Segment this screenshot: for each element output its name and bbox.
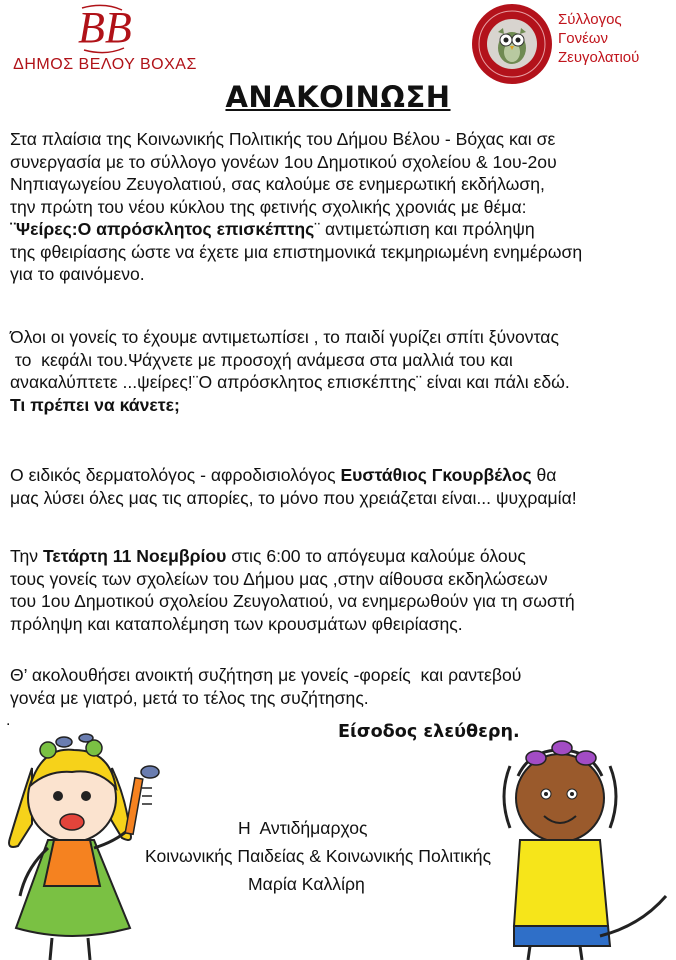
text-line: για το φαινόμενο.	[10, 264, 145, 284]
topic-line	[10, 218, 672, 241]
text-line: ανακαλύπτετε ...ψείρες!¨Ο απρόσκλητος επισκέπτης¨ είναι και πάλι εδώ.	[10, 372, 570, 392]
question-text: Τι πρέπει να κάνετε;	[10, 394, 180, 415]
topic-title: ¨Ψείρες:Ο απρόσκλητος επισκέπτης	[10, 219, 315, 239]
speaker-line	[10, 464, 672, 487]
bb-letter-1: BB	[78, 3, 132, 52]
text-line: συνεργασία με το σύλλογο γονέων 1ου Δημοτικού σχολείου & 1ου-2ου	[10, 151, 557, 172]
announcement-title: ΑΝΑΚΟΙΝΩΣΗ	[225, 80, 451, 114]
event-date: Τετάρτη 11 Νοεμβρίου	[42, 546, 227, 566]
text-line: Θ’ ακολουθήσει ανοικτή συζήτηση με γονείς -φορείς και ραντεβού	[10, 665, 522, 685]
signatory-department: Κοινωνικής Παιδείας & Κοινωνικής Πολιτικής	[145, 846, 492, 866]
speaker-paragraph	[10, 464, 672, 509]
text-line: Στα πλαίσια της Κοινωνικής Πολιτικής του Δήμου Βέλου - Βόχας και σε	[10, 129, 556, 149]
signatory-role: Η Αντιδήμαρχος	[238, 818, 368, 838]
text-line: μας λύσει όλες μας τις απορίες, το μόνο που χρειάζεται είναι... ψυχραμία!	[10, 487, 577, 508]
association-name-line-2: Γονέων	[558, 30, 609, 47]
discussion-paragraph	[10, 664, 672, 709]
stray-dot: .	[6, 712, 11, 729]
text-line: της φθειρίασης ώστε να έχετε μια επιστημονικά τεκμηριωμένη ενημέρωση	[10, 241, 583, 262]
speaker-post: θα	[531, 465, 557, 485]
date-post: στις 6:00 το απόγευμα καλούμε όλους	[226, 546, 526, 566]
owl-seal-icon	[470, 2, 554, 86]
association-name-line-1: Σύλλογος	[558, 11, 622, 28]
association-name-line-3: Ζευγολατιού	[558, 49, 640, 66]
text-line: του 1ου Δημοτικού σχολείου Ζευγολατιού, να ενημερωθούν για τη σωστή	[10, 591, 575, 611]
girl-with-lice-comb-icon	[2, 728, 202, 960]
boy-scratching-head-icon	[470, 736, 676, 960]
bb-monogram-icon	[72, 0, 136, 58]
text-line: το κεφάλι του.Ψάχνετε με προσοχή ανάμεσα στα μαλλιά του και	[10, 349, 513, 370]
text-line: πρόληψη και καταπολέμηση των κρουσμάτων φθειρίασης.	[10, 613, 463, 634]
problem-paragraph	[10, 326, 672, 416]
text-line: γονέα με γιατρό, μετά το τέλος της συζήτησης.	[10, 687, 369, 708]
text-line: τους γονείς των σχολείων του Δήμου μας ,στην αίθουσα εκδηλώσεων	[10, 568, 548, 589]
text-line: Νηπιαγωγείου Ζευγολατιού, σας καλούμε σε ενημερωτική εκδήλωση,	[10, 174, 545, 194]
topic-rest: ¨ αντιμετώπιση και πρόληψη	[314, 219, 535, 239]
signatory-name: Μαρία Καλλίρη	[248, 874, 365, 894]
date-pre: Την	[10, 546, 43, 566]
event-details-paragraph	[10, 545, 672, 635]
municipality-name: ΔΗΜΟΣ ΒΕΛΟΥ ΒΟΧΑΣ	[13, 56, 197, 73]
free-entry-note: Είσοδος ελεύθερη.	[338, 722, 520, 742]
date-line	[10, 545, 672, 568]
text-line: την πρώτη του νέου κύκλου της φετινής σχολικής χρονιάς με θέμα:	[10, 196, 527, 217]
text-line: Όλοι οι γονείς το έχουμε αντιμετωπίσει , το παιδί γυρίζει σπίτι ξύνοντας	[10, 327, 559, 347]
parents-association-name	[558, 10, 673, 67]
speaker-name: Ευστάθιος Γκουρβέλος	[340, 465, 532, 485]
intro-paragraph	[10, 128, 672, 286]
question-line	[10, 394, 672, 417]
speaker-pre: Ο ειδικός δερματολόγος - αφροδισιολόγος	[10, 465, 341, 485]
